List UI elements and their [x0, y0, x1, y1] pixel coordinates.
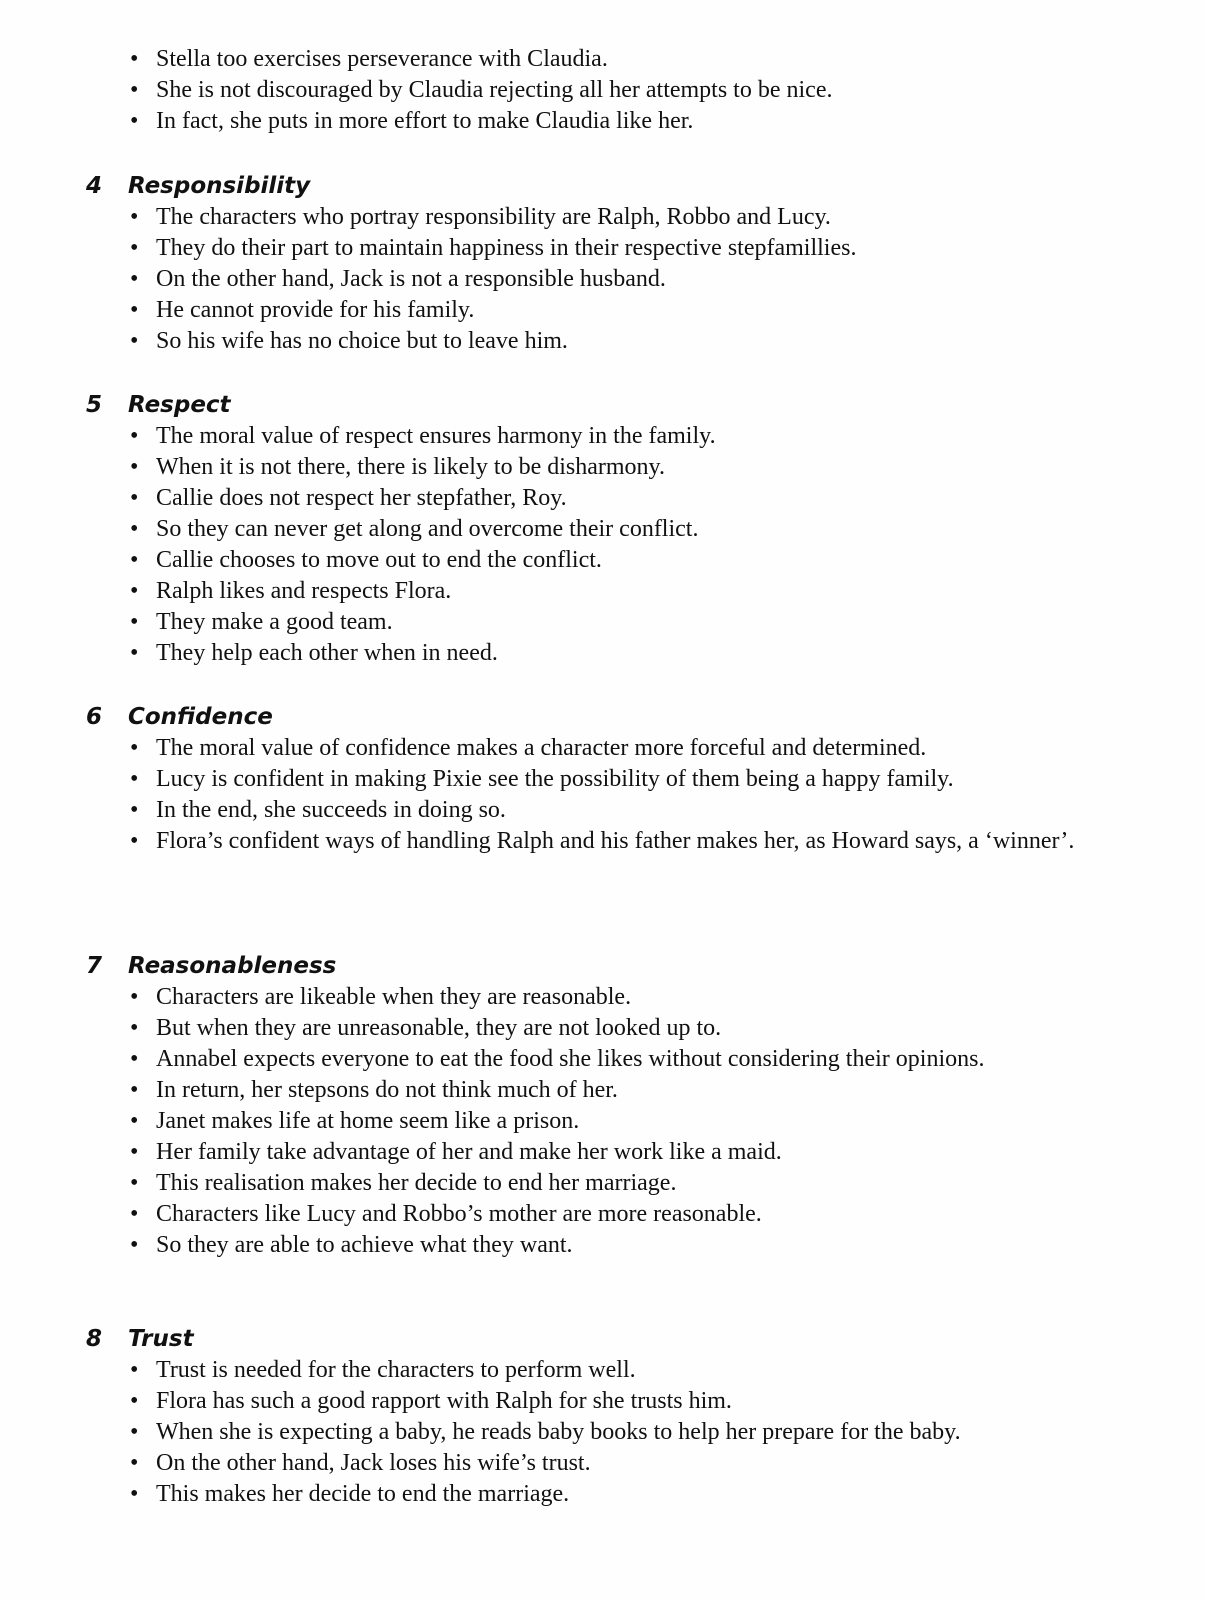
intro-bullets	[128, 44, 1138, 137]
section-number: 6	[86, 704, 103, 730]
section-heading	[86, 950, 1126, 982]
bullet-item: • Characters are likeable when they are reasonable.	[128, 982, 1126, 1013]
bullet-item: • She is not discouraged by Claudia rejecting all her attempts to be nice.	[128, 75, 1138, 106]
section-title: Trust	[128, 1326, 194, 1352]
bullet-item: • Annabel expects everyone to eat the food she likes without considering their opinions.	[128, 1044, 1126, 1075]
bullet-item: • On the other hand, Jack is not a responsible husband.	[128, 264, 1126, 295]
section-heading	[86, 701, 1126, 733]
bullet-item: • Callie chooses to move out to end the conflict.	[128, 545, 1126, 576]
section-number: 7	[86, 953, 103, 979]
bullet-item: • Trust is needed for the characters to perform well.	[128, 1355, 1126, 1386]
bullet-item: • So they are able to achieve what they want.	[128, 1230, 1126, 1261]
section-confidence	[86, 701, 1126, 857]
bullet-item: • In return, her stepsons do not think much of her.	[128, 1075, 1126, 1106]
bullet-item: • This makes her decide to end the marriage.	[128, 1479, 1126, 1510]
section-trust	[86, 1323, 1126, 1510]
section-number: 4	[86, 173, 103, 199]
section-number: 5	[86, 392, 103, 418]
bullet-item: • Flora has such a good rapport with Ralph for she trusts him.	[128, 1386, 1126, 1417]
bullet-item: • In fact, she puts in more effort to make Claudia like her.	[128, 106, 1138, 137]
section-heading	[86, 1323, 1126, 1355]
section-heading	[86, 389, 1126, 421]
bullet-list	[86, 202, 1126, 357]
bullet-item: • Lucy is confident in making Pixie see the possibility of them being a happy family.	[128, 764, 1126, 795]
bullet-item: • So his wife has no choice but to leave him.	[128, 326, 1126, 357]
section-title: Confidence	[128, 704, 273, 730]
bullet-item: • Characters like Lucy and Robbo’s mother are more reasonable.	[128, 1199, 1126, 1230]
bullet-item: • So they can never get along and overcome their conflict.	[128, 514, 1126, 545]
section-title: Responsibility	[128, 173, 311, 199]
section-number: 8	[86, 1326, 103, 1352]
bullet-list	[86, 1355, 1126, 1510]
bullet-item: • But when they are unreasonable, they are not looked up to.	[128, 1013, 1126, 1044]
bullet-item: • The moral value of respect ensures harmony in the family.	[128, 421, 1126, 452]
bullet-item: • Callie does not respect her stepfather, Roy.	[128, 483, 1126, 514]
bullet-item: • Her family take advantage of her and make her work like a maid.	[128, 1137, 1126, 1168]
bullet-item: • Stella too exercises perseverance with Claudia.	[128, 44, 1138, 75]
bullet-item: • They do their part to maintain happiness in their respective stepfamillies.	[128, 233, 1126, 264]
bullet-item: • The moral value of confidence makes a character more forceful and determined.	[128, 733, 1126, 764]
section-reasonableness	[86, 950, 1126, 1261]
intro-bullet-list	[128, 44, 1138, 137]
section-heading	[86, 170, 1126, 202]
bullet-item: • The characters who portray responsibility are Ralph, Robbo and Lucy.	[128, 202, 1126, 233]
bullet-list	[86, 982, 1126, 1261]
bullet-item: • This realisation makes her decide to end her marriage.	[128, 1168, 1126, 1199]
section-title: Respect	[128, 392, 231, 418]
bullet-item: • They help each other when in need.	[128, 638, 1126, 669]
bullet-list	[86, 733, 1126, 857]
bullet-item: • He cannot provide for his family.	[128, 295, 1126, 326]
bullet-item: • They make a good team.	[128, 607, 1126, 638]
bullet-item: • When she is expecting a baby, he reads baby books to help her prepare for the baby.	[128, 1417, 1126, 1448]
section-responsibility	[86, 170, 1126, 357]
section-title: Reasonableness	[128, 953, 337, 979]
bullet-item: • On the other hand, Jack loses his wife’s trust.	[128, 1448, 1126, 1479]
bullet-item: • Janet makes life at home seem like a prison.	[128, 1106, 1126, 1137]
bullet-item: • When it is not there, there is likely to be disharmony.	[128, 452, 1126, 483]
bullet-item: • Ralph likes and respects Flora.	[128, 576, 1126, 607]
section-respect	[86, 389, 1126, 669]
bullet-item: • Flora’s confident ways of handling Ralph and his father makes her, as Howard says, a ‘winner’.	[128, 826, 1126, 857]
bullet-item: • In the end, she succeeds in doing so.	[128, 795, 1126, 826]
bullet-list	[86, 421, 1126, 669]
